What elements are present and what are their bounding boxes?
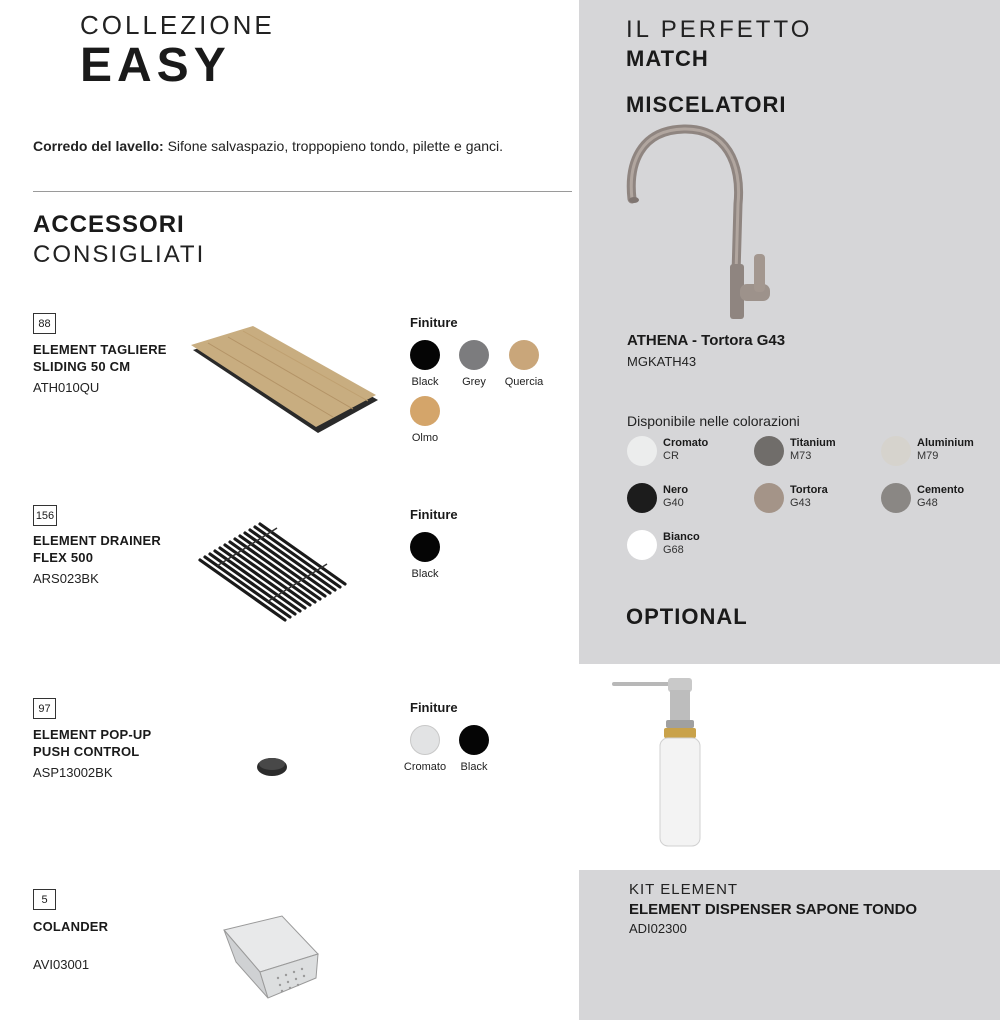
product-number-badge: 97: [33, 698, 56, 719]
color-name: Bianco: [663, 531, 700, 543]
finiture-label: Finiture: [410, 507, 458, 522]
color-code: G68: [663, 544, 684, 556]
kit-code: ADI02300: [629, 921, 687, 936]
kit-name: ELEMENT DISPENSER SAPONE TONDO: [629, 901, 918, 918]
swatch-label: Black: [460, 761, 488, 773]
finish-swatch-quercia[interactable]: [492, 340, 556, 388]
corredo-label: Corredo del lavello:: [33, 138, 164, 154]
product-name-line2: FLEX 500: [33, 550, 94, 565]
product-name: [33, 341, 167, 375]
soap-dispenser-image: [608, 674, 708, 850]
swatch-label: Black: [411, 568, 439, 580]
product-name: [33, 918, 108, 935]
section-optional: OPTIONAL: [626, 604, 748, 629]
product-name: [33, 532, 161, 566]
color-option-cemento[interactable]: [881, 483, 1000, 523]
color-option-nero[interactable]: [627, 483, 747, 523]
accessori-title: ACCESSORI: [33, 211, 185, 238]
collection-label: COLLEZIONE: [80, 10, 275, 40]
color-dot: [754, 436, 784, 466]
product-code: ARS023BK: [33, 571, 99, 586]
color-option-cromato[interactable]: [627, 436, 747, 476]
color-code: G48: [917, 497, 938, 509]
swatch-label: Cromato: [403, 761, 447, 773]
product-name-line1: ELEMENT TAGLIERE: [33, 342, 167, 357]
color-code: G40: [663, 497, 684, 509]
color-code: M73: [790, 450, 812, 462]
right-subtitle: MATCH: [626, 46, 709, 71]
swatch-circle: [459, 725, 489, 755]
finiture-label: Finiture: [410, 700, 458, 715]
product-name-line1: ELEMENT POP-UP: [33, 727, 152, 742]
divider: [33, 191, 572, 192]
mixer-name: ATHENA - Tortora G43: [627, 332, 786, 349]
swatch-circle: [410, 396, 440, 426]
product-number-badge: 5: [33, 889, 56, 910]
color-name: Aluminium: [917, 437, 974, 449]
color-name: Titanium: [790, 437, 836, 449]
product-name-line1: COLANDER: [33, 919, 109, 934]
color-dot: [881, 436, 911, 466]
color-code: M79: [917, 450, 939, 462]
color-dot: [627, 530, 657, 560]
product-name-line2: SLIDING 50 CM: [33, 359, 131, 374]
swatch-circle: [459, 340, 489, 370]
finish-swatch-olmo[interactable]: [393, 396, 457, 444]
color-dot: [627, 436, 657, 466]
product-name: [33, 726, 151, 760]
color-name: Cromato: [663, 437, 709, 449]
finish-swatch-black[interactable]: [442, 725, 506, 773]
color-code: CR: [663, 450, 679, 462]
available-colors-label: Disponibile nelle colorazioni: [627, 413, 800, 429]
product-code: ASP13002BK: [33, 765, 113, 780]
color-name: Nero: [663, 484, 689, 496]
popup-plug-image: [254, 754, 290, 778]
corredo-text: [33, 138, 503, 154]
corredo-description: Sifone salvaspazio, troppopieno tondo, pilette e ganci.: [163, 138, 504, 154]
color-dot: [881, 483, 911, 513]
swatch-label: Olmo: [411, 432, 439, 444]
product-number-badge: 156: [33, 505, 57, 526]
color-option-tortora[interactable]: [754, 483, 874, 523]
swatch-label: Quercia: [504, 376, 544, 388]
swatch-circle: [410, 340, 440, 370]
product-number-badge: 88: [33, 313, 56, 334]
drainer-rack-image: [195, 522, 350, 624]
kit-label: KIT ELEMENT: [629, 881, 739, 898]
color-dot: [627, 483, 657, 513]
finish-swatch-black[interactable]: [393, 532, 457, 580]
swatch-circle: [410, 532, 440, 562]
color-code: G43: [790, 497, 811, 509]
accessori-subtitle: CONSIGLIATI: [33, 241, 206, 268]
color-dot: [754, 483, 784, 513]
mixer-code: MGKATH43: [627, 354, 697, 369]
color-option-titanium[interactable]: [754, 436, 874, 476]
collection-title: EASY: [80, 39, 231, 92]
color-name: Cemento: [917, 484, 965, 496]
colander-image: [220, 912, 324, 1002]
swatch-label: Black: [411, 376, 439, 388]
color-name: Tortora: [790, 484, 828, 496]
cutting-board-image: [188, 325, 383, 437]
swatch-circle: [509, 340, 539, 370]
product-code: AVI03001: [33, 957, 90, 972]
color-option-aluminium[interactable]: [881, 436, 1000, 476]
swatch-circle: [410, 725, 440, 755]
right-title: IL PERFETTO: [626, 16, 813, 43]
mixer-tap-image: [622, 124, 782, 322]
product-name-line2: PUSH CONTROL: [33, 744, 140, 759]
product-code: ATH010QU: [33, 380, 100, 395]
product-name-line1: ELEMENT DRAINER: [33, 533, 161, 548]
finiture-label: Finiture: [410, 315, 458, 330]
swatch-label: Grey: [462, 376, 486, 388]
color-option-bianco[interactable]: [627, 530, 747, 570]
section-miscelatori: MISCELATORI: [626, 92, 787, 117]
